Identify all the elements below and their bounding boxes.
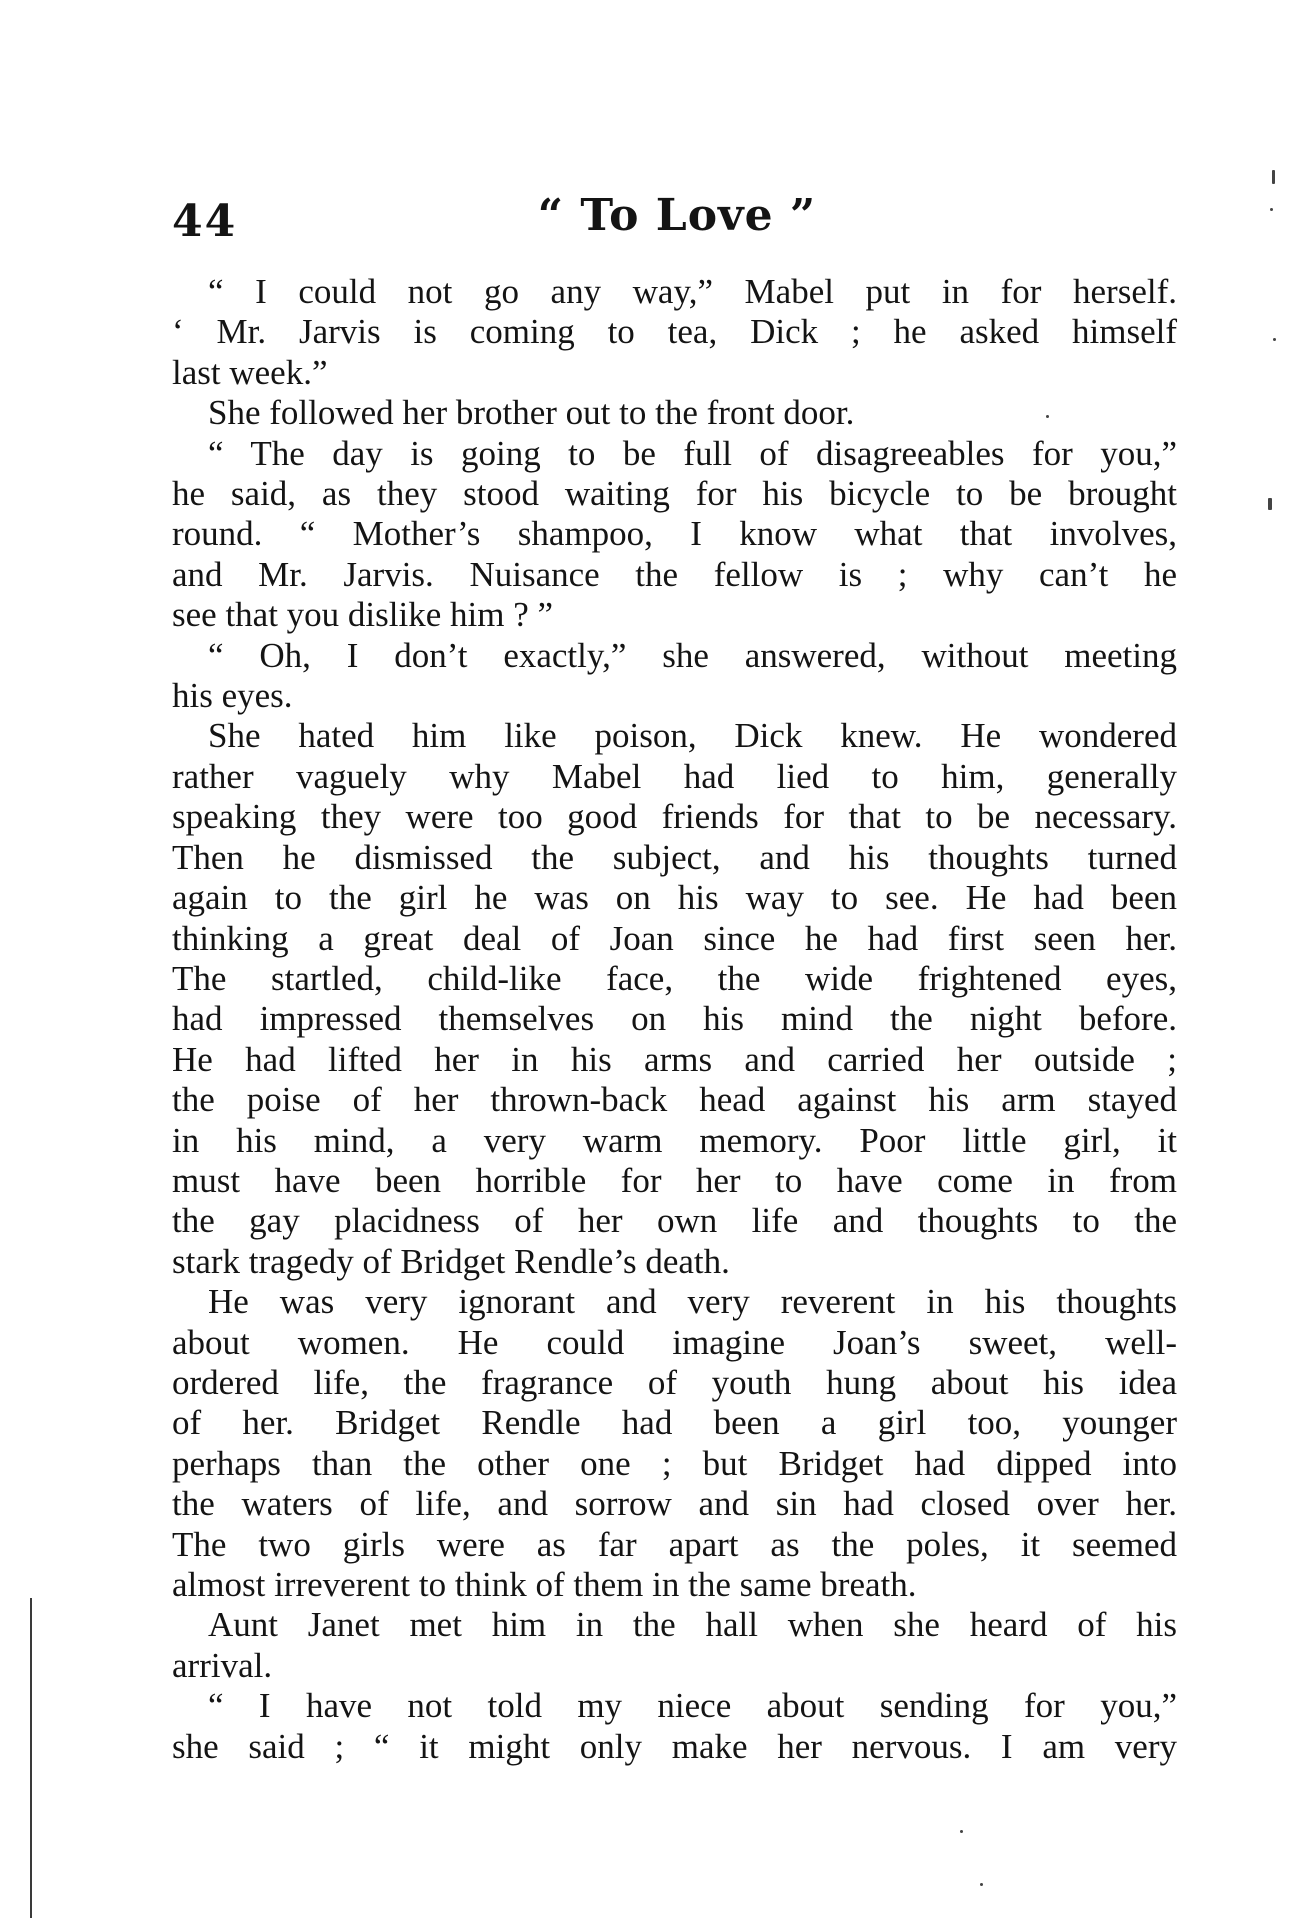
body-text [172,272,1177,1767]
text-line: She followed her brother out to the front door. [208,393,855,433]
scan-speck [1273,338,1276,341]
paragraph [172,716,1177,1282]
text-line: of her. Bridget Rendle had been a girl too, younger [172,1403,1177,1443]
paragraph [172,636,1177,717]
scan-speck [1268,498,1272,510]
paragraph [172,1686,1177,1767]
text-line: had impressed themselves on his mind the night before. [172,999,1177,1039]
text-line: the waters of life, and sorrow and sin had closed over her. [172,1484,1177,1524]
text-line: in his mind, a very warm memory. Poor little girl, it [172,1120,1177,1160]
text-line: ordered life, the fragrance of youth hung about his idea [172,1362,1177,1402]
text-line: The two girls were as far apart as the poles, it seemed [172,1524,1177,1564]
text-line: she said ; “ it might only make her nervous. I am very [172,1726,1177,1766]
binding-edge-line [30,1598,32,1918]
text-line: “ I have not told my niece about sending for you,” [208,1686,1177,1726]
text-line: He had lifted her in his arms and carried her outside ; [172,1039,1177,1079]
text-line: The startled, child-like face, the wide frightened eyes, [172,958,1177,998]
text-line: almost irreverent to think of them in the same breath. [172,1565,917,1604]
text-line: “ Oh, I don’t exactly,” she answered, without meeting [208,635,1177,675]
scan-speck [1046,415,1049,418]
text-line: last week.” [172,352,328,392]
scan-speck [980,1883,983,1886]
text-line: perhaps than the other one ; but Bridget had dipped into [172,1443,1177,1483]
text-line: She hated him like poison, Dick knew. He wondered [208,716,1177,756]
text-line: see that you dislike him ? ” [172,595,554,635]
text-line: He was very ignorant and very reverent in his thoughts [208,1282,1177,1322]
scan-speck [1270,208,1273,211]
text-line: about women. He could imagine Joan’s sweet, well- [172,1322,1177,1362]
paragraph [172,272,1177,393]
text-line: the poise of her thrown-back head against his arm stayed [172,1080,1177,1120]
text-line: stark tragedy of Bridget Rendle’s death. [172,1241,730,1281]
paragraph [172,1605,1177,1686]
text-line: his eyes. [172,676,293,716]
text-line: Then he dismissed the subject, and his thoughts turned [172,837,1177,877]
text-line: rather vaguely why Mabel had lied to him, generally [172,756,1177,796]
text-line: “ I could not go any way,” Mabel put in for herself. [208,272,1177,311]
page-number: 44 [172,196,238,247]
page-header [172,190,1182,256]
scan-speck [1272,170,1275,184]
paragraph [172,434,1177,636]
text-line: and Mr. Jarvis. Nuisance the fellow is ; why can’t he [172,554,1177,594]
text-line: he said, as they stood waiting for his bicycle to be brought [172,474,1177,514]
text-line: thinking a great deal of Joan since he had first seen her. [172,918,1177,958]
text-line: again to the girl he was on his way to see. He had been [172,878,1177,918]
text-line: speaking they were too good friends for that to be necessary. [172,797,1177,837]
text-line: arrival. [172,1645,273,1685]
paragraph [172,1282,1177,1605]
text-line: “ The day is going to be full of disagreeables for you,” [208,433,1177,473]
text-line: round. “ Mother’s shampoo, I know what that involves, [172,514,1177,554]
paragraph [172,393,1177,433]
running-title: “ To Love ” [537,190,817,241]
scan-speck [960,1830,963,1833]
text-line: Aunt Janet met him in the hall when she heard of his [208,1605,1177,1645]
text-line: ‘ Mr. Jarvis is coming to tea, Dick ; he asked himself [172,312,1177,352]
text-line: must have been horrible for her to have come in from [172,1160,1177,1200]
text-line: the gay placidness of her own life and thoughts to the [172,1201,1177,1241]
